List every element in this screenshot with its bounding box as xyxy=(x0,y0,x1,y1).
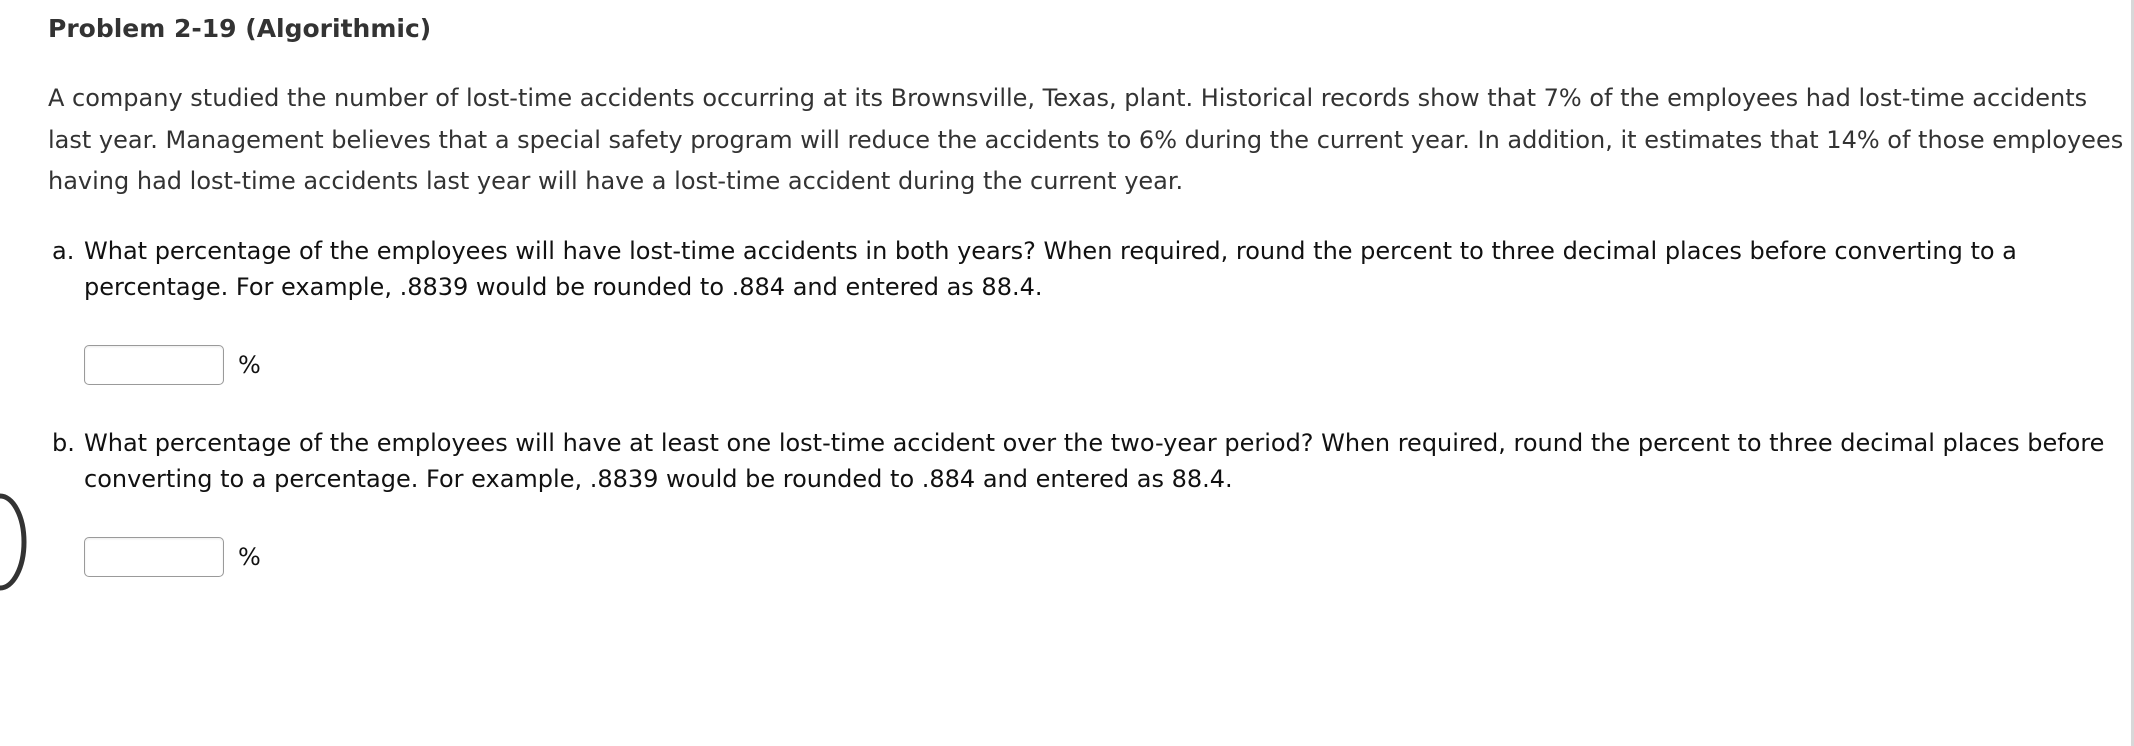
problem-intro: A company studied the number of lost-time accidents occurring at its Brownsville, Texas, plant. Historical records show that 7% of the employees had lost-time accidents last year. Management believes that a special safety program will reduce the accidents to 6% during the current year. In addition, it estimates that 14% of those employees having had lost-time accidents last year will have a lost-time accident during the current year. xyxy=(48,84,2124,195)
answer-a-unit: % xyxy=(238,351,261,379)
answer-b-input[interactable] xyxy=(84,537,224,577)
answer-b-row xyxy=(84,535,261,579)
side-widget-edge-icon[interactable] xyxy=(0,492,32,592)
question-a xyxy=(48,234,2118,305)
answer-b-unit: % xyxy=(238,543,261,571)
question-b xyxy=(48,426,2118,497)
answer-a-input[interactable] xyxy=(84,345,224,385)
answer-a-row xyxy=(84,343,261,387)
question-b-label: b. xyxy=(52,429,75,457)
question-a-text: What percentage of the employees will have lost-time accidents in both years? When required, round the percent to three decimal places before converting to a percentage. For example, .8839 would be rounded to .884 and entered as 88.4. xyxy=(84,237,2017,301)
question-b-text: What percentage of the employees will have at least one lost-time accident over the two-year period? When required, round the percent to three decimal places before converting to a percentage. For example, .8839 would be rounded to .884 and entered as 88.4. xyxy=(84,429,2105,493)
question-a-label: a. xyxy=(52,237,75,265)
problem-title: Problem 2-19 (Algorithmic) xyxy=(48,14,432,43)
